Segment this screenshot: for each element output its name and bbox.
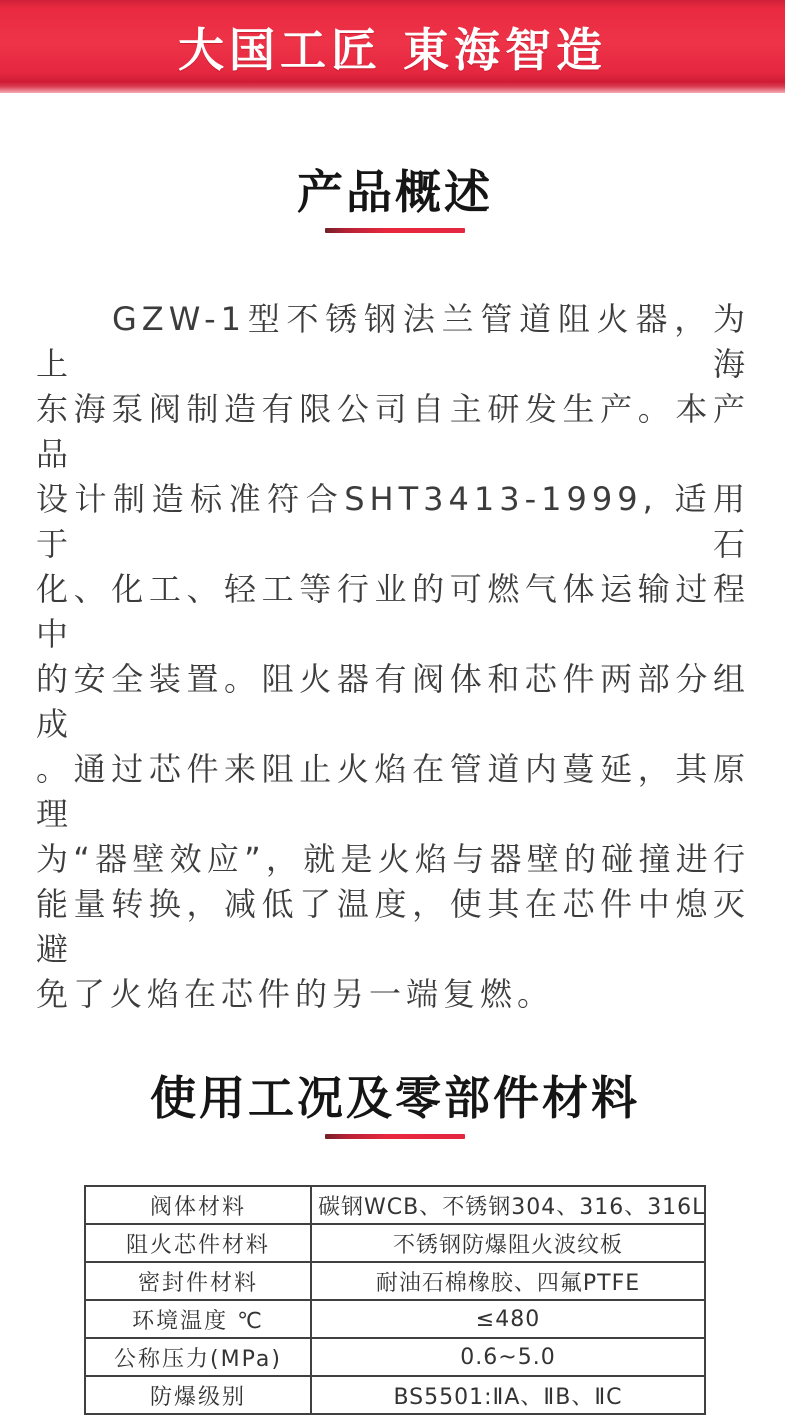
row-label-cell: 环境温度 ℃ xyxy=(85,1300,311,1338)
paragraph-line: 设计制造标准符合SHT3413-1999, 适用于石 xyxy=(36,480,750,563)
table-row xyxy=(85,1376,705,1414)
section-title-overview: 产品概述 xyxy=(297,165,493,219)
row-value-cell: 不锈钢防爆阻火波纹板 xyxy=(311,1224,705,1262)
row-value-cell: 0.6~5.0 xyxy=(311,1338,705,1376)
row-label-cell: 阻火芯件材料 xyxy=(85,1224,311,1262)
paragraph-line: 能量转换，减低了温度，使其在芯件中熄灭避 xyxy=(36,885,750,968)
table-row xyxy=(85,1338,705,1376)
table-row xyxy=(85,1186,705,1224)
paragraph-line: GZW-1型不锈钢法兰管道阻火器，为上海 xyxy=(36,300,750,383)
paragraph-line: 化、化工、轻工等行业的可燃气体运输过程中 xyxy=(36,570,750,653)
materials-table xyxy=(84,1185,706,1415)
table-row xyxy=(85,1300,705,1338)
row-label-cell: 公称压力(MPa) xyxy=(85,1338,311,1376)
top-banner xyxy=(0,0,785,93)
title-underline xyxy=(325,228,465,233)
row-label-cell: 阀体材料 xyxy=(85,1186,311,1224)
row-value-cell: 耐油石棉橡胶、四氟PTFE xyxy=(311,1262,705,1300)
row-value-cell: ≤480 xyxy=(311,1300,705,1338)
paragraph-line: 免了火焰在芯件的另一端复燃。 xyxy=(36,975,555,1013)
table-row xyxy=(85,1262,705,1300)
row-label-cell: 防爆级别 xyxy=(85,1376,311,1414)
table-row xyxy=(85,1224,705,1262)
paragraph-line: 。通过芯件来阻止火焰在管道内蔓延，其原理 xyxy=(36,750,750,833)
row-value-cell: BS5501:ⅡA、ⅡB、ⅡC xyxy=(311,1376,705,1414)
banner-title: 大国工匠 東海智造 xyxy=(177,22,607,77)
title-underline xyxy=(325,1134,465,1139)
row-label-cell: 密封件材料 xyxy=(85,1262,311,1300)
row-value-cell: 碳钢WCB、不锈钢304、316、316L xyxy=(311,1186,705,1224)
paragraph-line: 为“器壁效应”，就是火焰与器壁的碰撞进行 xyxy=(36,840,750,878)
overview-paragraph xyxy=(36,297,750,1017)
paragraph-line: 东海泵阀制造有限公司自主研发生产。本产品 xyxy=(36,390,750,473)
paragraph-line: 的安全装置。阻火器有阀体和芯件两部分组成 xyxy=(36,660,750,743)
section-title-materials: 使用工况及零部件材料 xyxy=(150,1071,640,1125)
